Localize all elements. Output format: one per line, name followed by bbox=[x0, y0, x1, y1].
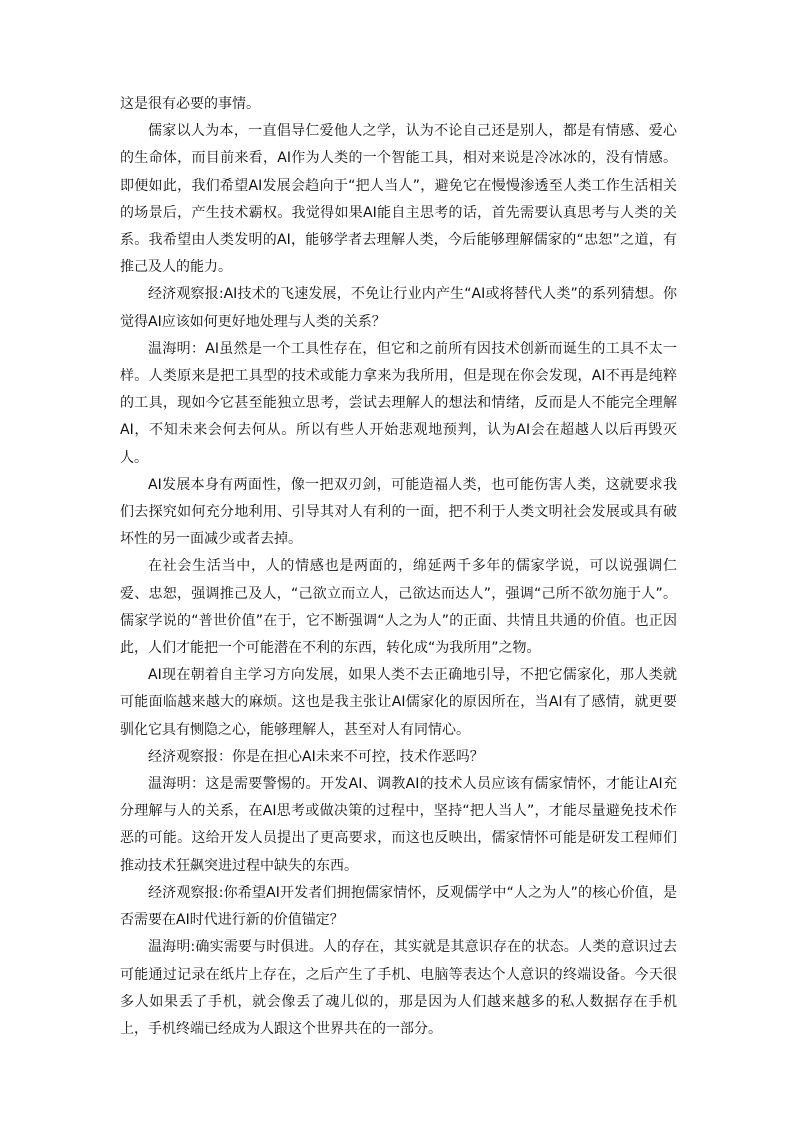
paragraph: AI现在朝着自主学习方向发展，如果人类不去正确地引导，不把它儒家化，那人类就可能面临越来越大的麻烦。这也是我主张让AI儒家化的原因所在，当AI有了感情，就更要驯化它具有恻隐之心，能够理解人，甚至对人有同情心。 bbox=[120, 667, 677, 738]
document-body bbox=[120, 91, 677, 1043]
paragraph: 经济观察报：你是在担心AI未来不可控，技术作恶吗？ bbox=[148, 748, 484, 765]
paragraph: 经济观察报:AI技术的飞速发展，不免让行业内产生“AI或将替代人类”的系列猜想。你觉得AI应该如何更好地处理与人类的关系？ bbox=[120, 286, 677, 330]
paragraph: 儒家以人为本，一直倡导仁爱他人之学，认为不论自己还是别人，都是有情感、爱心的生命体，而目前来看，AI作为人类的一个智能工具，相对来说是冷冰冰的，没有情感。即便如此，我们希望AI发展会趋向于“把人当人”，避免它在慢慢渗透至人类工作生活相关的场景后，产生技术霸权。我觉得如果AI能自主思考的话，首先需要认真思考与人类的关系。我希望由人类发明的AI，能够学者去理解人类，今后能够理解儒家的“忠恕”之道，有推己及人的能力。 bbox=[120, 123, 677, 276]
paragraph: 温海明：AI虽然是一个工具性存在，但它和之前所有因技术创新而诞生的工具不太一样。人类原来是把工具型的技术或能力拿来为我所用，但是现在你会发现，AI不再是纯粹的工具，现如今它甚至能独立思考，尝试去理解人的想法和情绪，反而是人不能完全理解AI，不知未来会何去何从。所以有些人开始悲观地预判，认为AI会在超越人以后再毁灭人。 bbox=[120, 340, 677, 466]
paragraph: 温海明：这是需要警惕的。开发AI、调教AI的技术人员应该有儒家情怀，才能让AI充分理解与人的关系，在AI思考或做决策的过程中，坚持“把人当人”，才能尽量避免技术作恶的可能。这给开发人员提出了更高要求，而这也反映出，儒家情怀可能是研发工程师们推动技术狂飙突进过程中缺失的东西。 bbox=[120, 776, 677, 874]
paragraph: 温海明:确实需要与时俱进。人的存在，其实就是其意识存在的状态。人类的意识过去可能通过记录在纸片上存在，之后产生了手机、电脑等表达个人意识的终端设备。今天很多人如果丢了手机，就会像丢了魂儿似的，那是因为人们越来越多的私人数据存在手机上，手机终端已经成为人跟这个世界共在的一部分。 bbox=[120, 939, 677, 1037]
paragraph: 经济观察报:你希望AI开发者们拥抱儒家情怀，反观儒学中“人之为人”的核心价值，是否需要在AI时代进行新的价值锚定？ bbox=[120, 884, 677, 929]
paragraph: AI发展本身有两面性，像一把双刃剑，可能造福人类，也可能伤害人类，这就要求我们去探究如何充分地利用、引导其对人有利的一面，把不利于人类文明社会发展或具有破坏性的另一面减少或者去掉。 bbox=[120, 476, 677, 548]
paragraph: 这是很有必要的事情。 bbox=[120, 96, 260, 112]
paragraph: 在社会生活当中，人的情感也是两面的，绵延两千多年的儒家学说，可以说强调仁爱、忠恕，强调推己及人，“己欲立而立人，己欲达而达人”，强调“己所不欲勿施于人”。儒家学说的“普世价值”在于，它不断强调“人之为人”的正面、共情且共通的价值。也正因此，人们才能把一个可能潜在不利的东西，转化成“为我所用”之物。 bbox=[120, 558, 677, 657]
